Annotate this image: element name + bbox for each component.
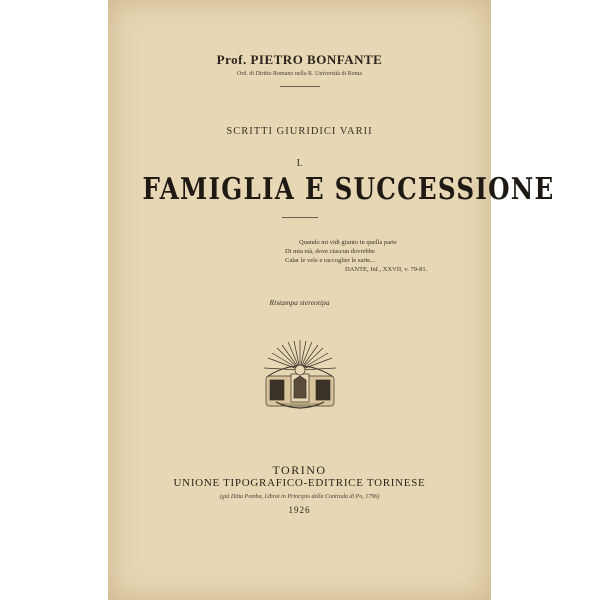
book-title: FAMIGLIA E SUCCESSIONE xyxy=(142,172,555,207)
author-position: Ord. di Diritto Romano nella R. Università di Roma xyxy=(237,71,362,77)
edition-note: Ristampa stereotipa xyxy=(269,298,330,307)
volume-number: I. xyxy=(296,158,303,169)
top-divider xyxy=(280,86,320,87)
epigraph-line: Di mia età, dove ciascun dovrebbe xyxy=(285,248,375,255)
author-name: Prof. PIETRO BONFANTE xyxy=(216,52,383,67)
series-title: SCRITTI GIURIDICI VARII xyxy=(226,126,373,137)
epigraph-line: Quando mi vidi giunto in quella parte xyxy=(299,239,397,246)
epigraph-attribution: DANTE, Inf., XXVII, v. 79-81. xyxy=(345,266,428,273)
epigraph-line: Calar le vele e raccoglier le sarte... xyxy=(285,257,376,264)
title-page xyxy=(108,0,555,600)
title-divider xyxy=(282,217,318,218)
publisher-emblem-icon xyxy=(258,336,342,416)
publisher-note: (già Ditta Pomba, Librai in Principio della Contrada di Po, 1796) xyxy=(219,494,380,500)
publication-year: 1926 xyxy=(288,505,311,515)
imprint-city: TORINO xyxy=(272,463,327,477)
publisher-name: UNIONE TIPOGRAFICO-EDITRICE TORINESE xyxy=(173,477,426,489)
epigraph xyxy=(285,238,427,274)
